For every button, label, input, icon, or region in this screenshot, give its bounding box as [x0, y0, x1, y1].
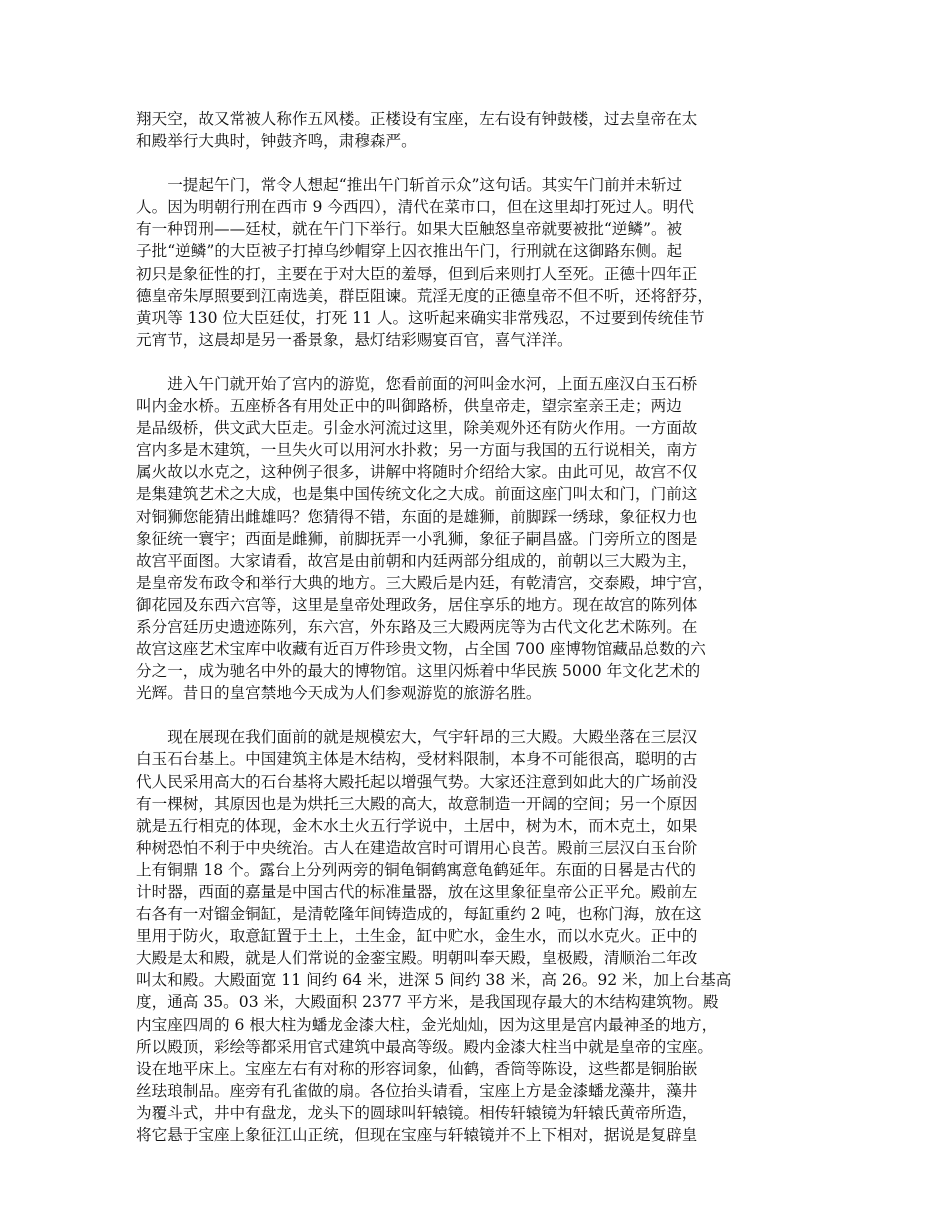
- text-line: 一提起午门，常令人想起“推出午门斩首示众”这句话。其实午门前并未斩过: [167, 176, 683, 195]
- text-line: 种树恐怕不利于中央统治。古人在建造故宫时可谓用心良苦。殿前三层汉白玉台阶: [136, 838, 698, 857]
- text-line: 翔天空，故又常被人称作五风楼。正楼设有宝座，左右设有钟鼓楼，过去皇帝在太: [136, 110, 698, 128]
- text-line: 故宫平面图。大家请看，故宫是由前朝和内廷两部分组成的，前朝以三大殿为主，: [136, 551, 698, 570]
- text-line: 御花园及东西六宫等，这里是皇帝处理政务，居住享乐的地方。现在故宫的陈列体: [136, 595, 698, 614]
- text-line: 就是五行相克的体现，金木水土火五行学说中，土居中，树为木，而木克土，如果: [136, 816, 698, 835]
- text-line: 光辉。昔日的皇宫禁地今天成为人们参观游览的旅游名胜。: [136, 684, 542, 703]
- text-line: 德皇帝朱厚照要到江南选美，群臣阻谏。荒淫无度的正德皇帝不但不听，还将舒芬，: [136, 286, 713, 305]
- text-line: 象征统一寰宇；西面是雌狮，前脚抚弄一小乳狮，象征子嗣昌盛。门旁所立的图是: [136, 529, 698, 548]
- text-line: 计时器，西面的嘉量是中国古代的标准量器，放在这里象征皇帝公正平允。殿前左: [136, 883, 698, 901]
- text-line: 系分宫廷历史遗迹陈列，东六宫，外东路及三大殿两庑等为古代文化艺术陈列。在: [136, 617, 698, 636]
- text-line: 白玉石台基上。中国建筑主体是木结构，受材料限制，本身不可能很高，聪明的古: [136, 750, 698, 769]
- text-line: 上有铜鼎 18 个。露台上分列两旁的铜龟铜鹤寓意龟鹤延年。东面的日晷是古代的: [136, 860, 696, 879]
- text-line: 右各有一对镏金铜缸，是清乾隆年间铸造成的，每缸重约 2 吨，也称门海，放在这: [136, 905, 702, 924]
- text-line: 是集建筑艺术之大成，也是集中国传统文化之大成。前面这座门叫太和门，门前这: [136, 485, 698, 504]
- text-line: 叫太和殿。大殿面宽 11 间约 64 米，进深 5 间约 38 米，高 26。92 米，加上台基高: [136, 971, 732, 990]
- text-line: 黄巩等 130 位大臣廷仗，打死 11 人。这听起来确实非常残忍，不过要到传统佳节: [136, 308, 705, 327]
- text-line: 所以殿顶，彩绘等都采用官式建筑中最高等级。殿内金漆大柱当中就是皇帝的宝座。: [136, 1037, 713, 1056]
- text-line: 人。因为明朝行刑在西市 9 今西四），清代在菜市口，但在这里却打死过人。明代: [136, 198, 694, 217]
- text-line: 和殿举行大典时，钟鼓齐鸣，肃穆森严。: [136, 132, 417, 151]
- text-line: 对铜狮您能猜出雌雄吗？您猜得不错，东面的是雄狮，前脚踩一绣球，象征权力也: [136, 507, 698, 526]
- text-line: 宫内多是木建筑，一旦失火可以用河水扑救；另一方面与我国的五行说相关，南方: [136, 441, 698, 460]
- text-line: 将它悬于宝座上象征江山正统，但现在宝座与轩辕镜并不上下相对，据说是复辟皇: [136, 1126, 698, 1145]
- text-line: 元宵节，这晨却是另一番景象，悬灯结彩赐宴百官，喜气洋洋。: [136, 330, 573, 349]
- text-line: 初只是象征性的打，主要在于对大臣的羞辱，但到后来则打人至死。正德十四年正: [136, 264, 698, 283]
- text-line: 子批“逆鳞”的大臣被子打掉乌纱帽穿上囚衣推出午门，行刑就在这御路东侧。起: [136, 242, 683, 261]
- document-page: [136, 108, 826, 1168]
- text-line: 有一种罚刑——廷杖，就在午门下举行。如果大臣触怒皇帝就要被批“逆鳞”。被: [136, 220, 683, 239]
- text-line: 分之一，成为驰名中外的最大的博物馆。这里闪烁着中华民族 5000 年文化艺术的: [136, 662, 701, 681]
- text-line: 故宫这座艺术宝库中收藏有近百万件珍贵文物，占全国 700 座博物馆藏品总数的六: [136, 640, 706, 659]
- text-line: 为覆斗式，井中有盘龙，龙头下的圆球叫轩辕镜。相传轩辕镜为轩辕氏黄帝所造，: [136, 1103, 698, 1122]
- text-line: 进入午门就开始了宫内的游览，您看前面的河叫金水河，上面五座汉白玉石桥: [167, 374, 698, 393]
- paragraph: [136, 174, 826, 351]
- text-line: 代人民采用高大的石台基将大殿托起以增强气势。大家还注意到如此大的广场前没: [136, 772, 698, 791]
- text-line: 现在展现在我们面前的就是规模宏大，气宇轩昂的三大殿。大殿坐落在三层汉: [167, 728, 698, 747]
- paragraph: [136, 373, 826, 704]
- text-line: 丝珐琅制品。座旁有孔雀做的扇。各位抬头请看，宝座上方是金漆蟠龙藻井，藻井: [136, 1081, 698, 1100]
- text-line: 度，通高 35。03 米，大殿面积 2377 平方米，是我国现存最大的木结构建筑物。殿: [136, 993, 719, 1012]
- text-line: 里用于防火，取意缸置于土上，土生金，缸中贮水，金生水，而以水克火。正中的: [136, 927, 698, 946]
- text-line: 有一棵树，其原因也是为烘托三大殿的高大，故意制造一开阔的空间；另一个原因: [136, 794, 698, 813]
- text-line: 是品级桥，供文武大臣走。引金水河流过这里，除美观外还有防火作用。一方面故: [136, 419, 698, 438]
- text-line: 属火故以水克之，这种例子很多，讲解中将随时介绍给大家。由此可见，故宫不仅: [136, 463, 698, 482]
- text-line: 是皇帝发布政令和举行大典的地方。三大殿后是内廷，有乾清宫，交泰殿，坤宁宫，: [136, 573, 713, 592]
- text-line: 叫内金水桥。五座桥各有用处正中的叫御路桥，供皇帝走，望宗室亲王走；两边: [136, 397, 682, 416]
- paragraph: [136, 726, 826, 1146]
- paragraph: [136, 108, 826, 152]
- text-line: 设在地平床上。宝座左右有对称的形容词象，仙鹤，香筒等陈设，这些都是铜胎嵌: [136, 1059, 698, 1078]
- text-line: 大殿是太和殿，就是人们常说的金銮宝殿。明朝叫奉天殿，皇极殿，清顺治二年改: [136, 949, 698, 968]
- text-line: 内宝座四周的 6 根大柱为蟠龙金漆大柱，金光灿灿，因为这里是宫内最神圣的地方，: [136, 1015, 718, 1034]
